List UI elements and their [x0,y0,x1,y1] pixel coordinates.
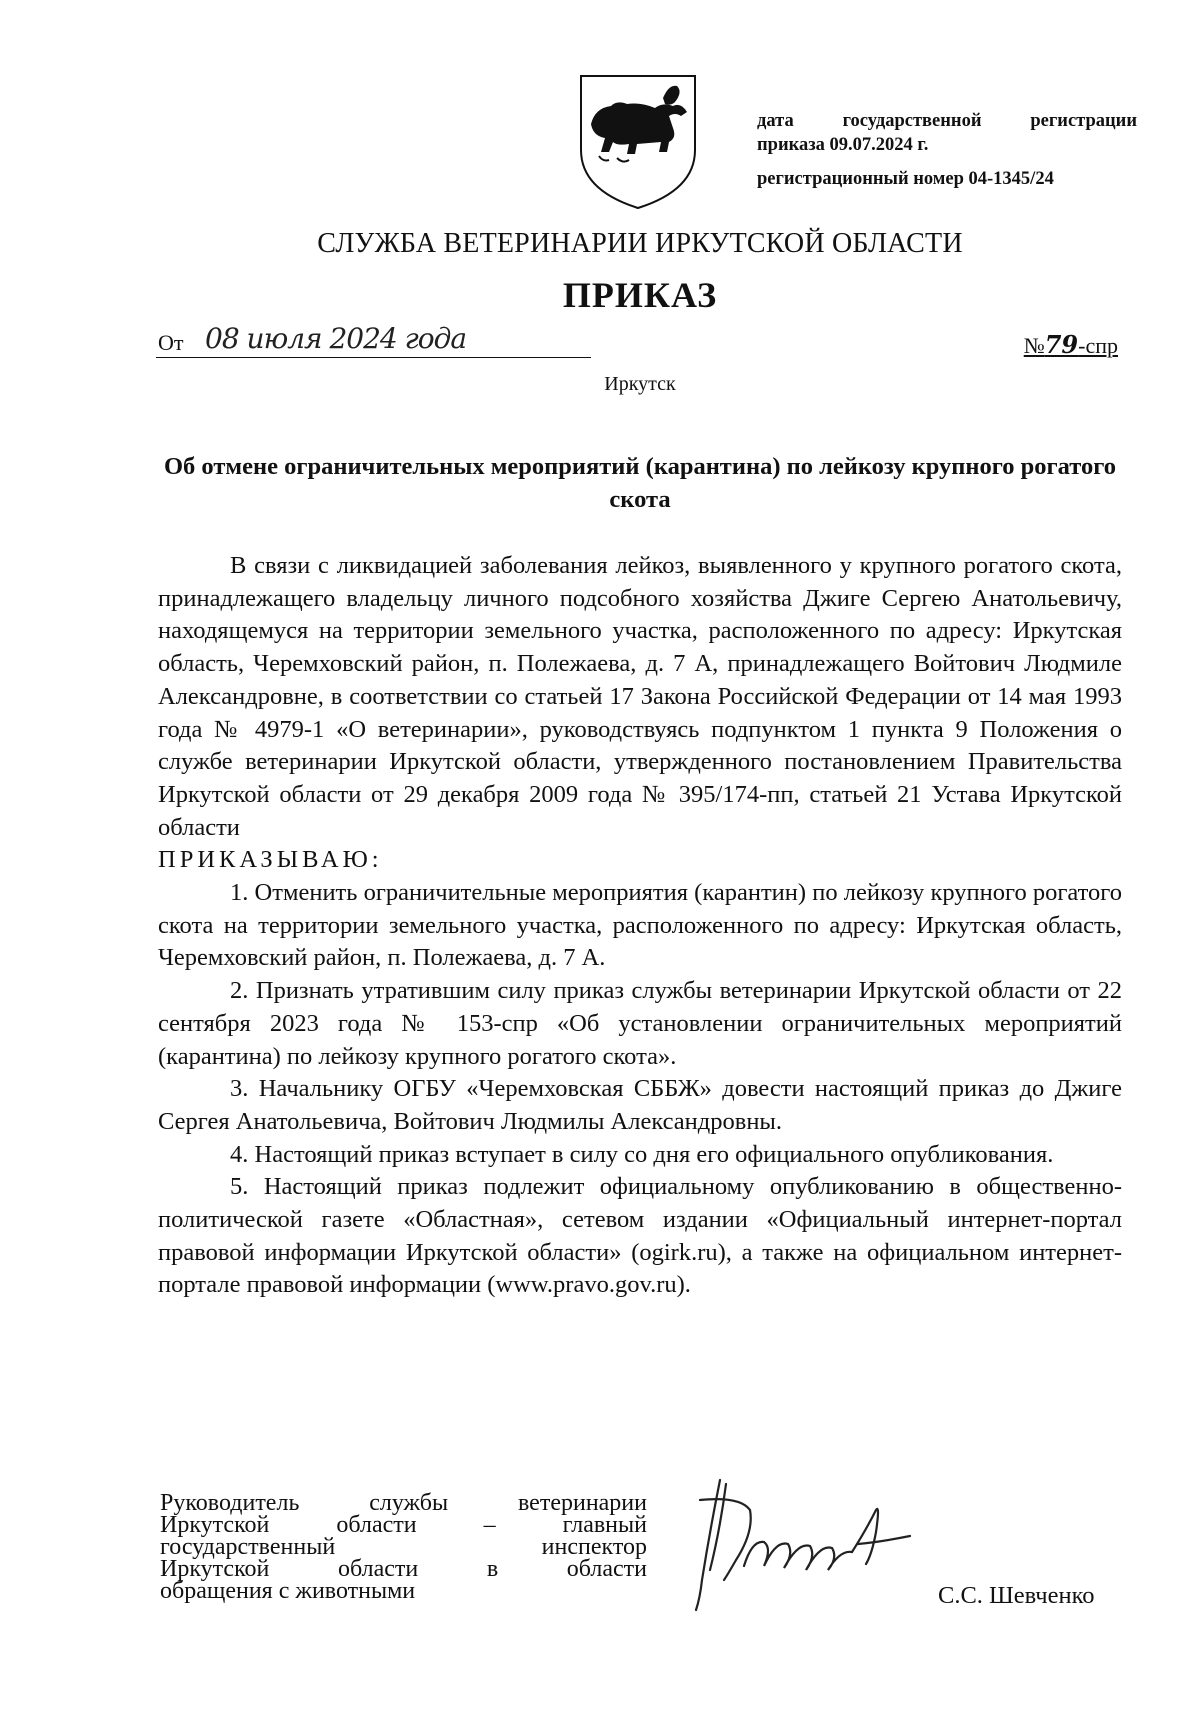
signatory-title-line: государственный инспектор [160,1534,647,1560]
date-label: От [158,330,184,355]
preamble-paragraph: В связи с ликвидацией заболевания лейкоз, выявленного у крупного рогатого скота, принадлежащего владельцу личного подсобного хозяйства Джиге Сергею Анатольевичу, находящемуся на территории земельного участка, расположенного по адресу: Иркутская область, Черемховский район, п. Полежаева, д. 7 А, принадлежащего Войтович Людмиле Александровне, в соответствии со статьей 17 Закона Российской Федерации от 14 мая 1993 года № 4979-1 «О ветеринарии», руководствуясь подпунктом 1 пункта 9 Положения о службе ветеринарии Иркутской области, утвержденного постановлением Правительства Иркутской области от 29 декабря 2009 года № 395/174-пп, статьей 21 Устава Иркутской области [158,552,1122,841]
signatory-title-line: Иркутской области в области [160,1556,647,1582]
signatory-title-line: Иркутской области – главный [160,1512,647,1538]
order-word: ПРИКАЗЫВАЮ: [158,846,383,874]
registration-date-line2: приказа 09.07.2024 г. [757,135,929,155]
document-type-title: ПРИКАЗ [562,275,718,315]
order-item: 4. Настоящий приказ вступает в силу со дня его официального опубликования. [230,1140,1054,1168]
order-item: 1. Отменить ограничительные мероприятия (карантин) по лейкозу крупного рогатого скота на территории земельного участка, расположенного по адресу: Иркутская область, Черемховский район, п. Полежаева, д. 7 А. [158,879,1122,972]
order-item: 3. Начальнику ОГБУ «Черемховская СББЖ» довести настоящий приказ до Джиге Сергея Анатольевича, Войтович Людмилы Александровны. [158,1075,1122,1135]
registration-date-line1: дата государственной регистрации [757,111,1137,131]
coat-of-arms-emblem [577,72,699,212]
order-number [1024,330,1118,359]
order-number-suffix: -спр [1078,333,1118,358]
order-number-prefix: № [1023,333,1045,358]
date-underline [156,357,591,358]
order-body [158,550,1122,1302]
signatory-title-line: обращения с животными [160,1578,416,1604]
order-item: 5. Настоящий приказ подлежит официальному опубликованию в общественно-политической газете «Областная», сетевом издании «Официальный интернет-портал правовой информации Иркутской области» (ogirk.ru), а также на официальном интернет-портале правовой информации (www.pravo.gov.ru). [158,1173,1122,1299]
signatory-name: С.С. Шевченко [938,1582,1095,1609]
signatory-title [160,1492,647,1602]
city: Иркутск [604,373,676,395]
registration-number: регистрационный номер 04-1345/24 [757,169,1054,189]
order-item: 2. Признать утратившим силу приказ службы ветеринарии Иркутской области от 22 сентября 2023 года № 153-спр «Об установлении ограничительных мероприятий (карантина) по лейкозу крупного рогатого скота». [158,977,1122,1070]
order-number-handwritten: 79 [1044,330,1079,359]
handwritten-date: 08 июля 2024 года [205,322,467,355]
signatory-title-line: Руководитель службы ветеринарии [160,1490,647,1516]
order-heading: Об отмене ограничительных мероприятий (карантина) по лейкозу крупного рогатого скота [164,453,1116,513]
agency-name: СЛУЖБА ВЕТЕРИНАРИИ ИРКУТСКОЙ ОБЛАСТИ [317,228,963,259]
handwritten-signature [680,1470,940,1615]
